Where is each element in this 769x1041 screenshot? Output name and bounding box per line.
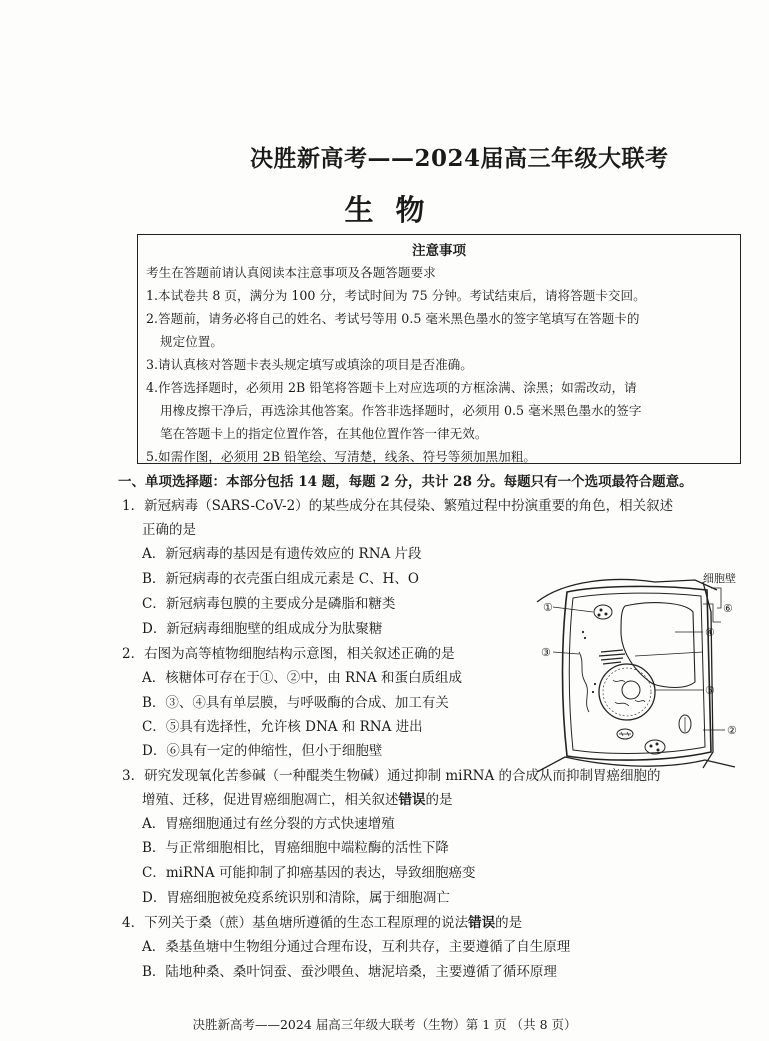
notice-item: 5.如需作图，必须用 2B 铅笔绘、写清楚，线条、符号等须加黑加粗。 xyxy=(146,449,536,464)
stem-text: 4．下列关于桑（蔗）基鱼塘所遵循的生态工程原理的说法 xyxy=(122,915,469,931)
subject-title: 生物 xyxy=(344,193,447,227)
question-3-option-b: B．与正常细胞相比，胃癌细胞中端粒酶的活性下降 xyxy=(142,840,449,856)
notice-item: 1.本试卷共 8 页，满分为 100 分，考试时间为 75 分钟。考试结束后，请将答题卡交回。 xyxy=(146,288,646,303)
golgi-apparatus xyxy=(599,650,625,664)
notice-item: 2.答题前，请务必将自己的姓名、考试号等用 0.5 毫米黑色墨水的签字笔填写在答题卡的 xyxy=(146,311,640,326)
notice-item: 笔在答题卡上的指定位置作答，在其他位置作答一律无效。 xyxy=(160,426,488,441)
question-1-stem: 1．新冠病毒（SARS-CoV-2）的某些成分在其侵染、繁殖过程中扮演重要的角色，相关叙述 xyxy=(122,498,674,514)
figure-label-1: ① xyxy=(543,601,553,614)
chloroplast xyxy=(594,605,612,619)
nucleus xyxy=(599,664,655,720)
vacuole xyxy=(621,603,695,688)
question-4-option-a: A．桑基鱼塘中生物组分通过合理布设，互利共存，主要遵循了自生原理 xyxy=(142,939,571,955)
endoplasmic-reticulum xyxy=(579,652,589,712)
leader-line xyxy=(553,607,593,612)
figure-label-2: ② xyxy=(727,724,737,737)
question-2-option-c: C．⑤具有选择性，允许核 DNA 和 RNA 进出 xyxy=(142,719,423,735)
question-3-option-c: C．miRNA 可能抑制了抑癌基因的表达，导致细胞癌变 xyxy=(142,865,476,881)
notice-item: 用橡皮擦干净后，再选涂其他答案。作答非选择题时，必须用 0.5 毫米黑色墨水的签字 xyxy=(160,403,642,418)
chloroplast xyxy=(645,740,665,754)
notice-item: 3.请认真核对答题卡表头规定填写或填涂的项目是否准确。 xyxy=(146,357,473,372)
cell-membrane xyxy=(569,593,705,753)
question-1-stem-cont: 正确的是 xyxy=(142,522,196,538)
question-3-option-a: A．胃癌细胞通过有丝分裂的方式快速增殖 xyxy=(142,816,395,832)
leader-line xyxy=(553,652,579,654)
question-1-option-d: D．新冠病毒细胞壁的组成成分为肽聚糖 xyxy=(142,621,383,637)
figure-label-4: ④ xyxy=(705,626,715,639)
page-footer: 决胜新高考——2024 届高三年级大联考（生物）第 1 页 （共 8 页） xyxy=(192,1017,577,1032)
notice-heading: 注意事项 xyxy=(412,243,466,259)
question-1-option-b: B．新冠病毒的衣壳蛋白组成元素是 C、H、O xyxy=(142,571,419,587)
question-3-option-d: D．胃癌细胞被免疫系统识别和清除，属于细胞凋亡 xyxy=(142,890,450,906)
nucleolus xyxy=(622,681,640,699)
plant-cell-diagram xyxy=(535,572,755,782)
stem-text: 的是 xyxy=(495,915,523,931)
figure-label-5: ⑤ xyxy=(705,684,715,697)
question-4-stem xyxy=(122,911,522,931)
notice-box xyxy=(137,234,741,464)
notice-intro: 考生在答题前请认真阅读本注意事项及各题答题要求 xyxy=(146,265,436,280)
question-1-option-c: C．新冠病毒包膜的主要成分是磷脂和糖类 xyxy=(142,596,396,612)
leader-line xyxy=(635,652,703,656)
cell-wall xyxy=(563,586,712,760)
question-1-option-a: A．新冠病毒的基因是有遗传效应的 RNA 片段 xyxy=(142,546,422,562)
question-2-stem: 2．右图为高等植物细胞结构示意图，相关叙述正确的是 xyxy=(122,646,455,662)
question-3-stem-cont xyxy=(142,788,453,808)
stem-text: 的是 xyxy=(425,792,453,808)
question-2-option-a: A．核糖体可存在于①、②中，由 RNA 和蛋白质组成 xyxy=(142,670,463,686)
notice-item: 4.作答选择题时，必须用 2B 铅笔将答题卡上对应选项的方框涂满、涂黑；如需改动，请 xyxy=(146,380,637,395)
question-4-option-b: B．陆地种桑、桑叶饲蚕、蚕沙喂鱼、塘泥培桑，主要遵循了循环原理 xyxy=(142,964,557,980)
figure-label-3: ③ xyxy=(541,646,551,659)
question-2-option-d: D．⑥具有一定的伸缩性，但小于细胞壁 xyxy=(142,743,383,759)
figure-label-cell-wall: 细胞壁 xyxy=(703,572,736,585)
question-2-option-b: B．③、④具有单层膜，与呼吸酶的合成、加工有关 xyxy=(142,695,449,711)
exam-title: 决胜新高考——2024届高三年级大联考 xyxy=(250,145,669,172)
notice-item: 规定位置。 xyxy=(160,334,223,349)
emphasis-wrong: 错误 xyxy=(398,792,426,808)
stem-text: 增殖、迁移，促进胃癌细胞凋亡，相关叙述 xyxy=(142,792,399,808)
emphasis-wrong: 错误 xyxy=(468,915,496,931)
figure-label-6: ⑥ xyxy=(723,602,733,615)
outer-wall-line xyxy=(537,579,717,602)
question-3-stem: 3．研究发现氧化苦参碱（一种醌类生物碱）通过抑制 miRNA 的合成从而抑制胃癌细胞的 xyxy=(122,768,661,784)
section-heading: 一、单项选择题：本部分包括 14 题，每题 2 分，共计 28 分。每题只有一个选项最符合题意。 xyxy=(118,474,693,490)
